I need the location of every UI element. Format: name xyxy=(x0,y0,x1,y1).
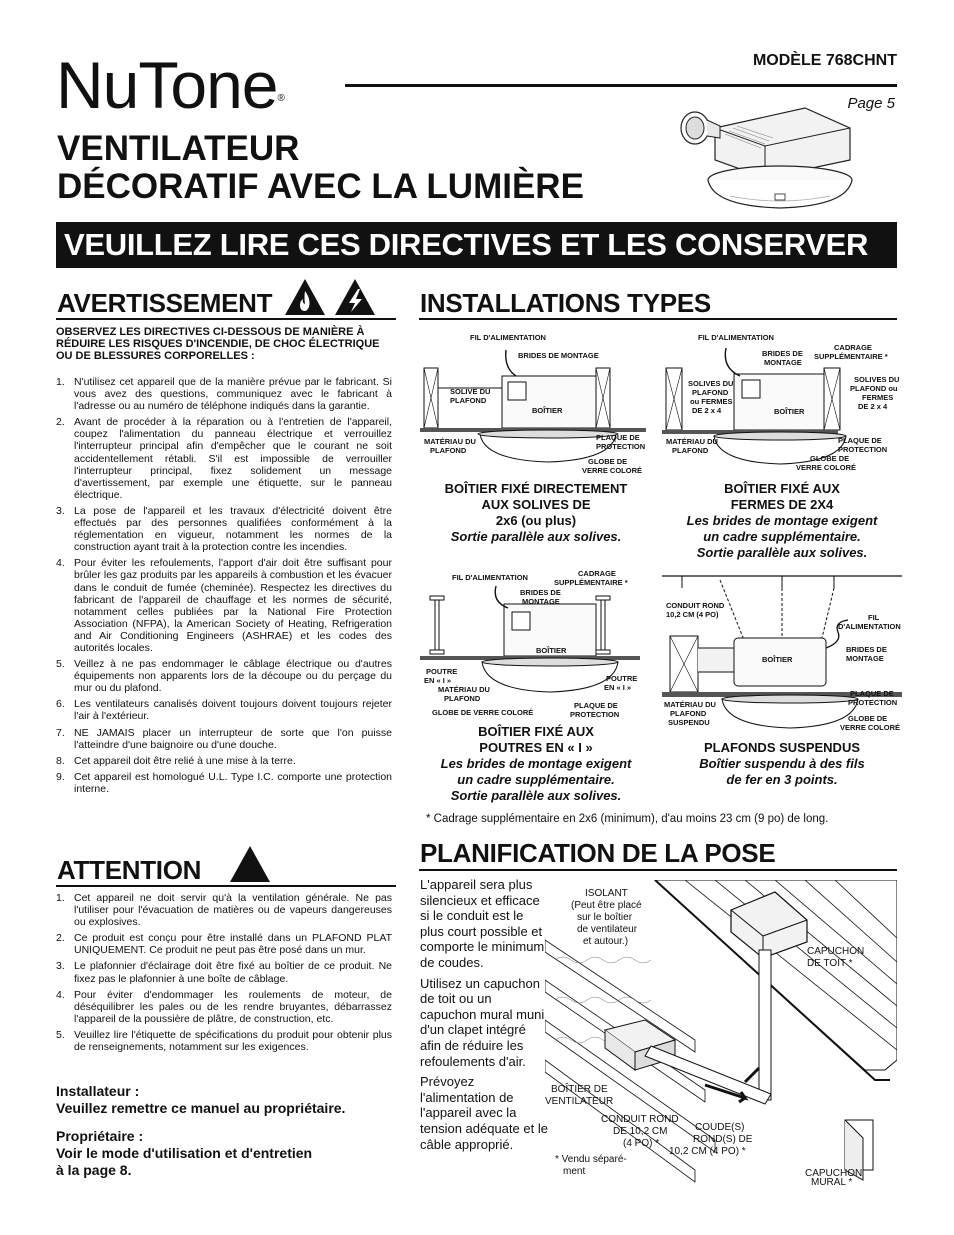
hazard-icons xyxy=(283,277,383,317)
list-item: 2. Ce produit est conçu pour être installé dans un PLAFOND PLAT UNIQUEMENT. Ce produit ne peut pas être posé dans un mur. xyxy=(56,932,392,957)
svg-text:sur le boîtier: sur le boîtier xyxy=(577,912,633,923)
installer-note: Installateur : Veuillez remettre ce manuel au propriétaire. xyxy=(56,1083,346,1116)
svg-text:DE 2 x 4: DE 2 x 4 xyxy=(692,406,722,415)
svg-text:SOLIVE DU: SOLIVE DU xyxy=(450,387,491,396)
diagram-joists-direct xyxy=(420,328,652,478)
caption-joists-direct: BOÎTIER FIXÉ DIRECTEMENT AUX SOLIVES DE 2x6 (ou plus) Sortie parallèle aux solives. xyxy=(444,481,628,544)
svg-text:POUTRE: POUTRE xyxy=(606,674,638,683)
caption-trusses: BOÎTIER FIXÉ AUX FERMES DE 2X4 Les brides de montage exigent un cadre supplémentaire. Sortie parallèle aux solives. xyxy=(686,481,878,560)
svg-text:COUDE(S): COUDE(S) xyxy=(695,1122,745,1133)
svg-text:BOÎTIER: BOÎTIER xyxy=(532,406,563,415)
attention-rule xyxy=(56,885,396,887)
planning-heading: PLANIFICATION DE LA POSE xyxy=(420,838,776,868)
brand-logo: NuTone® xyxy=(56,48,284,122)
model-number: MODÈLE 768CHNT xyxy=(752,52,897,69)
svg-text:SUSPENDU: SUSPENDU xyxy=(668,718,710,727)
svg-text:DE 10,2 CM: DE 10,2 CM xyxy=(613,1126,668,1137)
warning-intro: OBSERVEZ LES DIRECTIVES CI-DESSOUS DE MANIÈRE À RÉDUIRE LES RISQUES D'INCENDIE, DE CHOC ÉLECTRIQUE OU DE BLESSURES CORPORELLES : xyxy=(56,326,380,362)
svg-text:BOÎTIER: BOÎTIER xyxy=(762,655,793,664)
list-item: 9. Cet appareil est homologué U.L. Type I.C. comporte une protection interne. xyxy=(56,770,392,795)
svg-text:CAPUCHON: CAPUCHON xyxy=(807,946,865,957)
svg-text:EN « I »: EN « I » xyxy=(604,683,632,692)
list-item: 5. Veuillez lire l'étiquette de spécifications du produit pour obtenir plus de renseignements, notamment sur les exigences. xyxy=(56,1028,392,1054)
svg-text:PLAFOND: PLAFOND xyxy=(444,694,481,703)
svg-text:EN « I »: EN « I » xyxy=(424,676,452,685)
svg-text:GLOBE DE: GLOBE DE xyxy=(810,454,850,463)
svg-text:VERRE COLORÉ: VERRE COLORÉ xyxy=(840,723,901,732)
svg-text:PLAQUE DE: PLAQUE DE xyxy=(596,433,640,442)
svg-text:MATÉRIAU DU: MATÉRIAU DU xyxy=(664,700,716,709)
svg-text:DE TOIT *: DE TOIT * xyxy=(807,958,853,969)
duct-planning-illustration xyxy=(545,880,897,1185)
svg-text:* Vendu séparé-: * Vendu séparé- xyxy=(555,1154,627,1165)
list-item: 4. Pour éviter les refoulements, l'apport d'air doit être suffisant pour brûler les gaz produits par les appareils à combustion et les évacuer dans le conduit de fumée (cheminée). Respectez les directives du fabricant de l'appareil de chauffage et les normes de sécurité, notamment celles publiées par la National Fire Protection Association (NFPA), la American Society of Heating, Refrigeration and Air Conditioning Engineers (ASHRAE) et les codes des autorités locales. xyxy=(56,557,392,654)
svg-text:ment: ment xyxy=(563,1166,586,1177)
planning-rule xyxy=(419,869,897,871)
svg-text:SUPPLÉMENTAIRE *: SUPPLÉMENTAIRE * xyxy=(814,352,888,361)
warning-heading: AVERTISSEMENT xyxy=(57,288,273,318)
svg-text:PLAFOND: PLAFOND xyxy=(450,396,487,405)
svg-text:BRIDES DE: BRIDES DE xyxy=(762,349,803,358)
diagram-trusses xyxy=(662,328,902,478)
list-item: 8. Cet appareil doit être relié à une mise à la terre. xyxy=(56,754,296,767)
header-rule xyxy=(345,84,897,87)
svg-text:CADRAGE: CADRAGE xyxy=(834,343,872,352)
svg-text:FIL D'ALIMENTATION: FIL D'ALIMENTATION xyxy=(698,333,774,342)
svg-text:CONDUIT ROND: CONDUIT ROND xyxy=(601,1114,679,1125)
svg-text:BOÎTIER: BOÎTIER xyxy=(774,407,805,416)
svg-text:(Peut être placé: (Peut être placé xyxy=(571,900,642,911)
svg-text:BRIDES DE: BRIDES DE xyxy=(520,588,561,597)
svg-text:GLOBE DE: GLOBE DE xyxy=(588,457,628,466)
installations-footnote: * Cadrage supplémentaire en 2x6 (minimum), d'au moins 23 cm (9 po) de long. xyxy=(426,813,829,825)
owner-note: Propriétaire : Voir le mode d'utilisation et d'entretien à la page 8. xyxy=(56,1128,313,1178)
svg-text:MONTAGE: MONTAGE xyxy=(764,358,802,367)
svg-text:PLAQUE DE: PLAQUE DE xyxy=(850,689,894,698)
electric-shock-icon xyxy=(335,279,375,315)
svg-text:PLAFOND: PLAFOND xyxy=(692,388,729,397)
attention-list xyxy=(56,892,392,1057)
svg-text:et autour.): et autour.) xyxy=(583,936,629,947)
svg-text:PROTECTION: PROTECTION xyxy=(838,445,888,454)
list-item: 5. Veillez à ne pas endommager le câblage électrique ou d'autres équipements non apparents lors de la découpe ou du perçage du mur ou du plafond. xyxy=(56,658,392,695)
svg-text:DE 2 x 4: DE 2 x 4 xyxy=(858,402,888,411)
installations-rule xyxy=(419,318,897,320)
list-item: 1. N'utilisez cet appareil que de la manière prévue par le fabricant. Si vous avez des questions, communiquez avec le fabricant à l'adresse ou au numéro de téléphone indiqués dans la garantie. xyxy=(56,376,392,413)
svg-text:PROTECTION: PROTECTION xyxy=(570,710,620,719)
svg-text:FERMES: FERMES xyxy=(862,393,894,402)
svg-text:VENTILATEUR: VENTILATEUR xyxy=(545,1096,614,1107)
svg-text:10,2 CM (4 PO): 10,2 CM (4 PO) xyxy=(666,610,719,619)
svg-text:ou FERMES: ou FERMES xyxy=(690,397,733,406)
list-item: 3. Le plafonnier d'éclairage doit être fixé au boîtier de ce produit. Ne fixez pas le plafonnier à une boîte de câblage. xyxy=(56,960,392,985)
svg-text:GLOBE DE VERRE COLORÉ: GLOBE DE VERRE COLORÉ xyxy=(432,708,534,717)
svg-text:PLAQUE DE: PLAQUE DE xyxy=(574,701,618,710)
list-item: 3. La pose de l'appareil et les travaux d'électricité doivent être effectués par des personnes qualifiées conformément à la réglementation en vigueur, notamment les normes de la construction ayant trait à la protection contre les incendies. xyxy=(56,504,392,554)
caption-i-beams: BOÎTIER FIXÉ AUX POUTRES EN « I » Les brides de montage exigent un cadre supplémentaire. Sortie parallèle aux solives. xyxy=(440,724,632,803)
svg-text:BRIDES DE: BRIDES DE xyxy=(846,645,887,654)
svg-text:PLAFOND: PLAFOND xyxy=(672,446,709,455)
product-fan-illustration xyxy=(675,98,855,213)
svg-text:PLAQUE DE: PLAQUE DE xyxy=(838,436,882,445)
svg-text:FIL: FIL xyxy=(868,613,880,622)
svg-text:CAPUCHON: CAPUCHON xyxy=(805,1168,863,1179)
svg-text:de ventilateur: de ventilateur xyxy=(577,924,638,935)
svg-text:10,2 CM (4 PO) *: 10,2 CM (4 PO) * xyxy=(669,1146,746,1157)
svg-text:POUTRE: POUTRE xyxy=(426,667,458,676)
svg-text:FIL D'ALIMENTATION: FIL D'ALIMENTATION xyxy=(470,333,546,342)
svg-text:CONDUIT ROND: CONDUIT ROND xyxy=(666,601,725,610)
read-instructions-banner: VEUILLEZ LIRE CES DIRECTIVES ET LES CONSERVER xyxy=(56,222,897,268)
svg-text:BOÎTIER: BOÎTIER xyxy=(536,646,567,655)
fire-hazard-icon xyxy=(285,279,325,315)
planning-text: L'appareil sera plus silencieux et efficace si le conduit est le plus court possible et comporte le minimum de coudes. Utilisez un capuchon de toit ou un capuchon mural muni d'un clapet intégré afin de réduire les refoulements d'air. Prévoyez l'alimentation de l'appareil avec la tension adéquate et le câble approprié. xyxy=(420,877,548,1152)
svg-text:VERRE COLORÉ: VERRE COLORÉ xyxy=(796,463,857,472)
list-item: 1. Cet appareil ne doit servir qu'à la ventilation générale. Ne pas l'utiliser pour l'évacuation de matières ou de vapeurs dangereuses ou explosives. xyxy=(56,892,392,929)
svg-text:D'ALIMENTATION: D'ALIMENTATION xyxy=(838,622,901,631)
svg-text:ROND(S) DE: ROND(S) DE xyxy=(693,1134,753,1145)
svg-text:PLAFOND: PLAFOND xyxy=(430,446,467,455)
svg-text:PLAFOND: PLAFOND xyxy=(670,709,707,718)
svg-text:PROTECTION: PROTECTION xyxy=(596,442,646,451)
svg-text:MURAL *: MURAL * xyxy=(811,1177,853,1185)
svg-text:MONTAGE: MONTAGE xyxy=(846,654,884,663)
svg-text:GLOBE DE: GLOBE DE xyxy=(848,714,888,723)
svg-text:VERRE COLORÉ: VERRE COLORÉ xyxy=(582,466,643,475)
svg-text:PROTECTION: PROTECTION xyxy=(848,698,898,707)
warning-rule xyxy=(56,318,396,320)
svg-text:MATÉRIAU DU: MATÉRIAU DU xyxy=(666,437,718,446)
svg-text:(4 PO) *: (4 PO) * xyxy=(623,1138,660,1149)
warning-list xyxy=(56,376,392,799)
caption-suspended: PLAFONDS SUSPENDUS Boîtier suspendu à des fils de fer en 3 points. xyxy=(699,740,865,787)
attention-heading: ATTENTION xyxy=(57,855,202,885)
svg-text:SUPPLÉMENTAIRE *: SUPPLÉMENTAIRE * xyxy=(554,578,628,587)
page-title: VENTILATEUR DÉCORATIF AVEC LA LUMIÈRE xyxy=(57,129,584,206)
svg-text:CADRAGE: CADRAGE xyxy=(578,569,616,578)
svg-text:FIL D'ALIMENTATION: FIL D'ALIMENTATION xyxy=(452,573,528,582)
svg-text:SOLIVES DU: SOLIVES DU xyxy=(688,379,734,388)
svg-text:BOÎTIER DE: BOÎTIER DE xyxy=(551,1084,608,1095)
svg-text:MONTAGE: MONTAGE xyxy=(522,597,560,606)
caution-icon xyxy=(228,844,272,884)
svg-text:SOLIVES DU: SOLIVES DU xyxy=(854,375,900,384)
diagram-i-beams xyxy=(420,568,652,720)
diagram-suspended-ceiling xyxy=(662,568,902,738)
list-item: 2. Avant de procéder à la réparation ou à l'entretien de l'appareil, coupez l'alimentation du panneau électrique et verrouillez l'interrupteur principal afin d'empêcher que le courant ne soit accidentellement rétabli. S'il est impossible de verrouiller l'interrupteur principal, fixez solidement un message d'avertissement, par exemple une étiquette, sur le panneau électrique. xyxy=(56,416,392,501)
installations-heading: INSTALLATIONS TYPES xyxy=(420,288,711,318)
list-item: 4. Pour éviter d'endommager les roulements de moteur, de déséquilibrer les pales ou de les rendre bruyantes, débarrassez l'appareil de la poussière de plâtre, de construction, etc. xyxy=(56,988,392,1025)
svg-text:MATÉRIAU DU: MATÉRIAU DU xyxy=(424,437,476,446)
page-number: Page 5 xyxy=(847,95,895,112)
svg-text:PLAFOND ou: PLAFOND ou xyxy=(850,384,898,393)
svg-text:ISOLANT: ISOLANT xyxy=(585,888,628,899)
list-item: 6. Les ventilateurs canalisés doivent toujours doivent toujours rejeter l'air à l'extérieur. xyxy=(56,698,392,723)
svg-text:BRIDES DE MONTAGE: BRIDES DE MONTAGE xyxy=(518,351,599,360)
list-item: 7. NE JAMAIS placer un interrupteur de sorte que l'on puisse l'atteindre d'une baignoire ou d'une douche. xyxy=(56,726,392,751)
svg-text:MATÉRIAU DU: MATÉRIAU DU xyxy=(438,685,490,694)
